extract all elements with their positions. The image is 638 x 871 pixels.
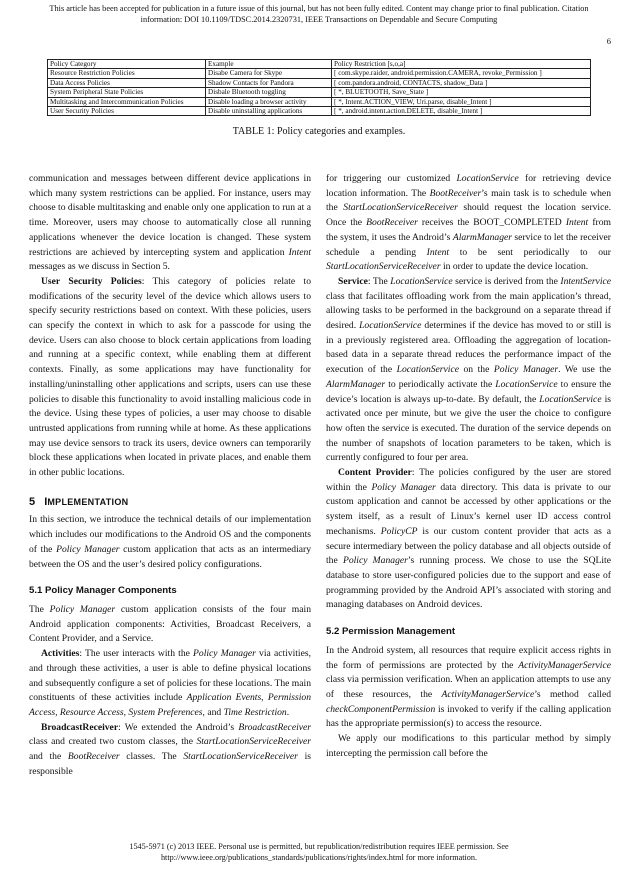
subsection-heading: 5.1 Policy Manager Components <box>29 585 177 597</box>
acceptance-banner <box>20 3 618 25</box>
paragraph: The Policy Manager custom application consists of the four main Android application components: Activities, Broadcast Receivers, a Content Provider, and a Service. <box>29 603 311 645</box>
paragraph: In this section, we introduce the technical details of our implementation which includes our modifications to the Android OS and the components of the Policy Manager custom application that acts as an intermediary between the OS and the user’s desired policy configurations. <box>29 514 311 570</box>
table-cell: Disable uninstalling applications <box>206 107 332 116</box>
paragraph: Activities: The user interacts with the Policy Manager via activities, and through these activities, a user is able to define physical locations and subsequently configure a set of policies for these locations. The main constituents of these activities include Application Events, Permission Access, Resource Access, System Preferences, and Time Restriction. <box>29 648 311 718</box>
footer-line-2: http://www.ieee.org/publications_standards/publications/rights/index.html for more information. <box>160 853 478 862</box>
paragraph: In the Android system, all resources that require explicit access rights in the form of permissions are protected by the ActivityManagerService class via permission verification. When an application attempts to use any of these resources, the ActivityManagerService’s method called checkComponentPermission is invoked to verify if the calling application has the appropriate permission(s) to access the resource. <box>326 644 611 730</box>
table-cell: Resource Restriction Policies <box>48 69 206 78</box>
paragraph: Service: The LocationService service is derived from the IntentService class that facilitates offloading work from the main application’s thread, allowing tasks to be performed in the background on a separate thread if desired. LocationService determines if the device has moved to or still is in a previously registered area. Offloading the aggregation of location-based data in a separate thread reduces the performance impact of the execution of the LocationService on the Policy Manager. We use the AlarmManager to periodically activate the LocationService to ensure the device’s location is always up-to-date. By default, the LocationService is activated once per minute, but we give the user the choice to configure how often the service is executed. The duration of the service depends on the number of snapshots of location parameters to be taken, which is currently configured to four per area. <box>326 275 612 464</box>
table-cell: [ *, Intent.ACTION_VIEW, Uri.parse, disable_Intent ] <box>332 97 591 106</box>
paragraph: Content Provider: The policies configured by the user are stored within the Policy Manager data directory. This data is private to our custom application and cannot be accessed by other applications or the system itself, as a result of Linux’s kernel user ID access control mechanisms. PolicyCP is our custom content provider that acts as a secure intermediary between the policy database and all objects outside of the Policy Manager’s running process. We chose to use the SQLite database to store user-configured policies due to the support and ease of programming provided by the Android API’s associated with storing and managing databases on Android devices. <box>326 467 612 611</box>
table-header-cell: Example <box>206 60 332 69</box>
table-header-row <box>48 60 591 69</box>
page-number: 6 <box>606 36 611 46</box>
table-row <box>48 97 591 106</box>
footer-line-1: 1545-5971 (c) 2013 IEEE. Personal use is permitted, but republication/redistribution requires IEEE permission. See <box>129 842 509 851</box>
table-cell: User Security Policies <box>48 107 206 116</box>
right-column <box>326 172 611 761</box>
table-cell: Data Access Policies <box>48 78 206 87</box>
table-header-cell: Policy Category <box>48 60 206 69</box>
table-cell: Disbale Bluetooth toggling <box>206 88 332 97</box>
paragraph: communication and messages between different device applications in which many system restrictions can be applied. For instance, users may choose to disable multitasking and enable only one application to run at a time. Moreover, users may choose to automatically close all running applications whenever the device location is changed. These system restrictions are achieved by intercepting system and application Intent messages as we discuss in Section 5. <box>29 173 311 273</box>
banner-line-2: information: DOI 10.1109/TDSC.2014.2320731, IEEE Transactions on Dependable and Secure Computing <box>140 15 498 24</box>
run-in-heading: Content Provider <box>338 467 412 479</box>
table-row <box>48 78 591 87</box>
copyright-footer <box>20 841 618 863</box>
paragraph: for triggering our customized LocationService for retrieving device location information. The BootReceiver’s main task is to schedule when the StartLocationServiceReceiver should request the location service. Once the BootReceiver receives the BOOT_COMPLETED Intent from the system, it uses the Android’s AlarmManager service to let the receiver schedule a pending Intent to be sent periodically to our StartLocationServiceReceiver in order to update the device location. <box>326 173 611 273</box>
table-cell: [ *, BLUETOOTH, Save_State ] <box>332 88 591 97</box>
table-row <box>48 69 591 78</box>
paragraph: We apply our modifications to this particular method by simply intercepting the permission call before the <box>326 733 611 759</box>
run-in-heading: User Security Policies <box>41 275 142 287</box>
table-caption: TABLE 1: Policy categories and examples. <box>232 126 406 137</box>
table-cell: Disable loading a browser activity <box>206 97 332 106</box>
table-cell: [ com.skype.raider, android.permission.CAMERA, revoke_Permission ] <box>332 69 591 78</box>
table-header-cell: Policy Restriction [s,o,a] <box>332 60 591 69</box>
subsection-heading: 5.2 Permission Management <box>326 626 456 638</box>
table-cell: Multitasking and Intercommunication Policies <box>48 97 206 106</box>
run-in-heading: Service <box>338 275 368 287</box>
run-in-heading: Activities <box>41 648 80 660</box>
table-cell: System Peripheral State Policies <box>48 88 206 97</box>
paragraph: User Security Policies: This category of policies relate to modifications of the security level of the device which allows users to specify security restrictions based on context. With these policies, users can specify the context in which to ask for a passcode for using the device. Users can also choose to block certain applications from loading and running at a specific context, while enabling them at different contexts. Finally, as some applications may have functionality for installing/uninstalling other applications and scripts, users can use these policies to disable this functionality to avoid installing malicious code in the device. Using these types of policies, a user may choose to disable untrusted applications from running while at home. As these applications may use device sensors to track its users, device owners can temporarily block these applications when located in private places, and enable them in other public locations. <box>29 275 311 479</box>
paragraph: BroadcastReceiver: We extended the Android’s BroadcastReceiver class and created two custom classes, the StartLocationServiceReceiver and the BootReceiver classes. The StartLocationServiceReceiver is responsible <box>29 721 311 777</box>
policy-table <box>47 59 591 116</box>
table-row <box>48 88 591 97</box>
section-heading: 5 IMPLEMENTATION <box>29 495 129 508</box>
left-column <box>29 172 311 779</box>
table-cell: [ *, android.intent.action.DELETE, disable_Intent ] <box>332 107 591 116</box>
table-cell: Disabe Camera for Skype <box>206 69 332 78</box>
run-in-heading: BroadcastReceiver <box>41 721 119 733</box>
table-cell: Shadow Contacts for Pandora <box>206 78 332 87</box>
table-cell: [ com.pandora.android, CONTACTS, shadow_Data ] <box>332 78 591 87</box>
table-row <box>48 107 591 116</box>
banner-line-1: This article has been accepted for publication in a future issue of this journal, but has not been fully edited. Content may change prior to final publication. Citation <box>49 4 589 13</box>
